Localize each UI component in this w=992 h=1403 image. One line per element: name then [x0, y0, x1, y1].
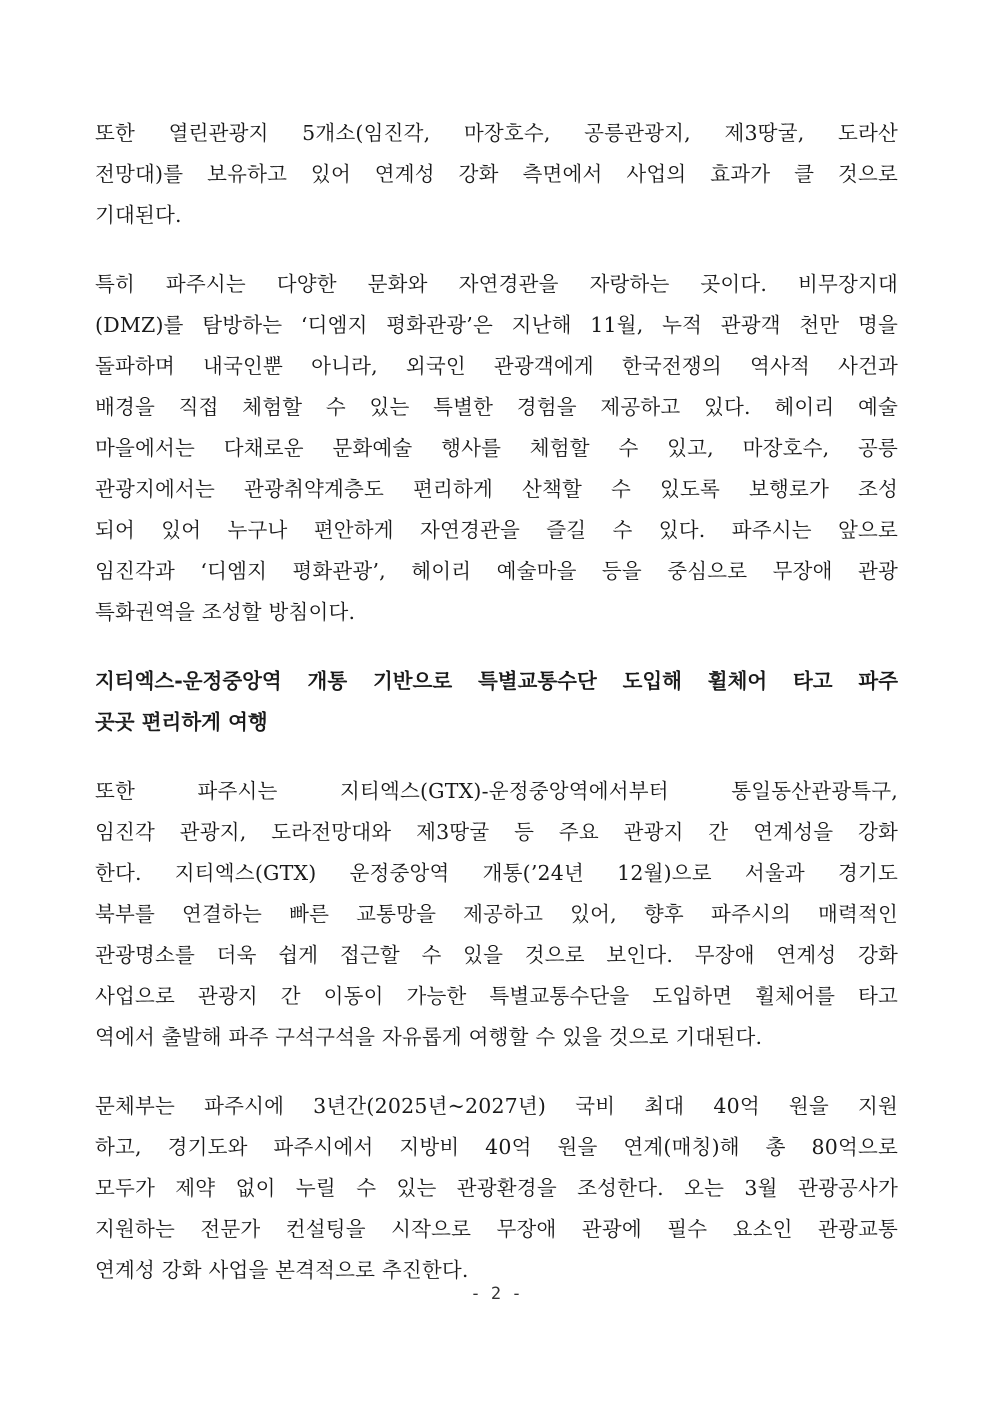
paragraph-gtx-connection [95, 771, 898, 1058]
paragraph-line: 문체부는 파주시에 3년간(2025년~2027년) 국비 최대 40억 원을 지원 [95, 1094, 898, 1118]
paragraph-line: 특화권역을 조성할 방침이다. [95, 600, 356, 624]
paragraph-open-tourist-sites [95, 113, 898, 236]
paragraph-line: 한다. 지티엑스(GTX) 운정중앙역 개통(’24년 12월)으로 서울과 경기도 [95, 861, 898, 885]
paragraph-line: 역에서 출발해 파주 구석구석을 자유롭게 여행할 수 있을 것으로 기대된다. [95, 1025, 763, 1049]
document-page [95, 113, 898, 1291]
paragraph-line: 되어 있어 누구나 편안하게 자연경관을 즐길 수 있다. 파주시는 앞으로 [95, 518, 898, 542]
paragraph-line: 지원하는 전문가 컨설팅을 시작으로 무장애 관광에 필수 요소인 관광교통 [95, 1217, 898, 1241]
paragraph-line: 관광지에서는 관광취약계층도 편리하게 산책할 수 있도록 보행로가 조성 [95, 477, 898, 501]
paragraph-line: 임진각과 ‘디엠지 평화관광’, 헤이리 예술마을 등을 중심으로 무장애 관광 [95, 559, 898, 583]
paragraph-line: 전망대)를 보유하고 있어 연계성 강화 측면에서 사업의 효과가 클 것으로 [95, 162, 898, 186]
paragraph-gap [95, 1058, 898, 1086]
paragraph-line: 돌파하며 내국인뿐 아니라, 외국인 관광객에게 한국전쟁의 역사적 사건과 [95, 354, 898, 378]
paragraph-line: (DMZ)를 탐방하는 ‘디엠지 평화관광’은 지난해 11월, 누적 관광객 천만 명을 [95, 313, 898, 337]
page-number: - 2 - [470, 1284, 522, 1304]
paragraph-line: 모두가 제약 없이 누릴 수 있는 관광환경을 조성한다. 오는 3월 관광공사가 [95, 1176, 898, 1200]
paragraph-line: 기대된다. [95, 203, 182, 227]
heading-line: 곳곳 편리하게 여행 [95, 710, 268, 734]
heading-line: 지티엑스-운정중앙역 개통 기반으로 특별교통수단 도입해 휠체어 타고 파주 [95, 669, 898, 693]
section-heading [95, 661, 898, 743]
paragraph-line: 사업으로 관광지 간 이동이 가능한 특별교통수단을 도입하면 휠체어를 타고 [95, 984, 898, 1008]
paragraph-gap [95, 743, 898, 771]
paragraph-line: 북부를 연결하는 빠른 교통망을 제공하고 있어, 향후 파주시의 매력적인 [95, 902, 898, 926]
paragraph-line: 또한 파주시는 지티엑스(GTX)-운정중앙역에서부터 통일동산관광특구, [95, 779, 898, 803]
paragraph-line: 임진각 관광지, 도라전망대와 제3땅굴 등 주요 관광지 간 연계성을 강화 [95, 820, 898, 844]
paragraph-line: 배경을 직접 체험할 수 있는 특별한 경험을 제공하고 있다. 헤이리 예술 [95, 395, 898, 419]
paragraph-line: 하고, 경기도와 파주시에서 지방비 40억 원을 연계(매칭)해 총 80억으로 [95, 1135, 898, 1159]
paragraph-line: 특히 파주시는 다양한 문화와 자연경관을 자랑하는 곳이다. 비무장지대 [95, 272, 898, 296]
paragraph-gap [95, 633, 898, 661]
paragraph-funding [95, 1086, 898, 1291]
paragraph-line: 관광명소를 더욱 쉽게 접근할 수 있을 것으로 보인다. 무장애 연계성 강화 [95, 943, 898, 967]
paragraph-line: 연계성 강화 사업을 본격적으로 추진한다. [95, 1258, 469, 1282]
paragraph-line: 마을에서는 다채로운 문화예술 행사를 체험할 수 있고, 마장호수, 공릉 [95, 436, 898, 460]
paragraph-paju-culture [95, 264, 898, 633]
paragraph-gap [95, 236, 898, 264]
paragraph-line: 또한 열린관광지 5개소(임진각, 마장호수, 공릉관광지, 제3땅굴, 도라산 [95, 121, 898, 145]
